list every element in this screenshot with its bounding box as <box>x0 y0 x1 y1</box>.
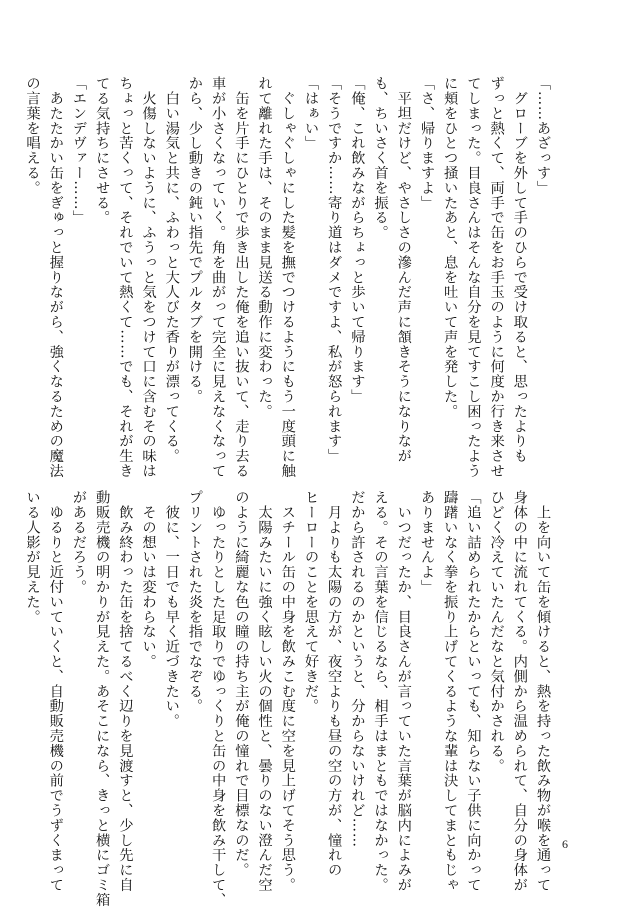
text-block-top <box>20 76 554 479</box>
text-line: 「追い詰められたからといっても、知らない子供に向かって <box>465 490 482 893</box>
text-line: いる人影が見えた。 <box>24 490 41 625</box>
text-line: 缶を片手にひとりで歩き出した俺を追い抜いて、走り去る <box>233 76 250 479</box>
text-line: 火傷しないように、ふうっと気をつけて口に含むその味は <box>140 76 157 479</box>
text-line: に頬をひとつ掻いたあと、息を吐いて声を発した。 <box>442 76 459 419</box>
text-line: ひどく冷えていたんだなと気付かされる。 <box>488 490 505 774</box>
text-line: 身体の中に流れてくる。内側から温められて、自分の身体が <box>511 490 528 893</box>
text-line: スチール缶の中身を飲みこむ度に空を見上げてそう思う。 <box>279 490 296 893</box>
text-block-bottom <box>20 490 554 907</box>
text-line: いつだったか、目良さんが言っていた言葉が脳内によみが <box>395 490 412 893</box>
text-line: 上を向いて缶を傾けると、熱を持った飲み物が喉を通って <box>535 490 551 893</box>
text-line: 「俺、これ飲みながらちょっと歩いて帰ります」 <box>349 76 366 404</box>
text-line: 太陽みたいに強く眩しい火の個性と、曇りのない澄んだ空 <box>256 490 273 893</box>
text-line: あたたかい缶をぎゅっと握りながら、強くなるための魔法 <box>47 76 64 479</box>
text-line: その想いは変わらない。 <box>140 490 157 669</box>
text-line: 平坦だけど、やさしさの滲んだ声に頷きそうになりなが <box>395 76 412 464</box>
text-line: 飲み終わった缶を捨てるべく辺りを見渡すと、少し先に自 <box>117 490 134 893</box>
text-line: ゆったりとした足取りでゆっくりと缶の中身を飲み干して、 <box>210 490 227 907</box>
text-line: 白い湯気と共に、ふわっと大人びた香りが漂ってくる。 <box>163 76 180 464</box>
text-line: ずっと熱くて、両手で缶をお手玉のように何度か行き来させ <box>488 76 505 479</box>
text-line: える。その言葉を信じるなら、相手はまともではなかった。 <box>372 490 389 893</box>
text-line: ちょっと苦くって、それでいて熱くて……でも、それが生き <box>117 76 134 479</box>
text-line: ありませんよ」 <box>418 490 435 595</box>
text-line: ヒーローのことを思えて好きだ。 <box>302 490 319 714</box>
text-line: 「そうですか……寄り道はダメですよ、私が怒られます」 <box>326 76 343 464</box>
text-line: 動販売機の明かりが見えた。あそこになら、きっと横にゴミ箱 <box>94 490 111 907</box>
text-line: のように綺麗な色の瞳の持ち主が俺の憧れで目標なのだ。 <box>233 490 250 878</box>
text-line: から、少し動きの鈍い指先でプルタブを開ける。 <box>186 76 203 404</box>
text-line: 彼に、一日でも早く近づきたい。 <box>163 490 180 729</box>
text-line: れて離れた手は、そのまま見送る動作に変わった。 <box>256 76 273 419</box>
text-line: 月よりも太陽の方が、夜空よりも昼の空の方が、憧れの <box>326 490 343 878</box>
text-line: グローブを外して手のひらで受け取ると、思ったよりも <box>511 76 528 464</box>
text-line: ぐしゃぐしゃにした髪を撫でつけるようにもう一度頭に触 <box>279 76 296 479</box>
text-line: 「さ、帰りますよ」 <box>418 76 435 211</box>
text-line: プリントされた炎を指でなぞる。 <box>186 490 203 714</box>
text-line: 「……あざっす」 <box>535 76 551 196</box>
text-line: の言葉を唱える。 <box>24 76 41 196</box>
page-number: 6 <box>562 837 568 851</box>
text-line: 「はぁい」 <box>302 76 319 151</box>
text-line: ゆるりと近付いていくと、自動販売機の前でうずくまって <box>47 490 64 893</box>
text-line: 「エンデヴァー……」 <box>70 76 87 225</box>
text-line: てしまった。目良さんはそんな自分を見てすこし困ったよう <box>465 76 482 479</box>
text-line: 躊躇いなく拳を振り上げてくるような輩は決してまともじゃ <box>442 490 459 893</box>
text-line: があるだろう。 <box>70 490 87 595</box>
text-line: てる気持ちにさせる。 <box>94 76 111 225</box>
text-line: も、ちいさく首を振る。 <box>372 76 389 240</box>
text-line: 車が小さくなっていく。角を曲がって完全に見えなくなって <box>210 76 227 479</box>
text-line: だから許されるのかというと、分からないけれど…… <box>349 490 366 848</box>
